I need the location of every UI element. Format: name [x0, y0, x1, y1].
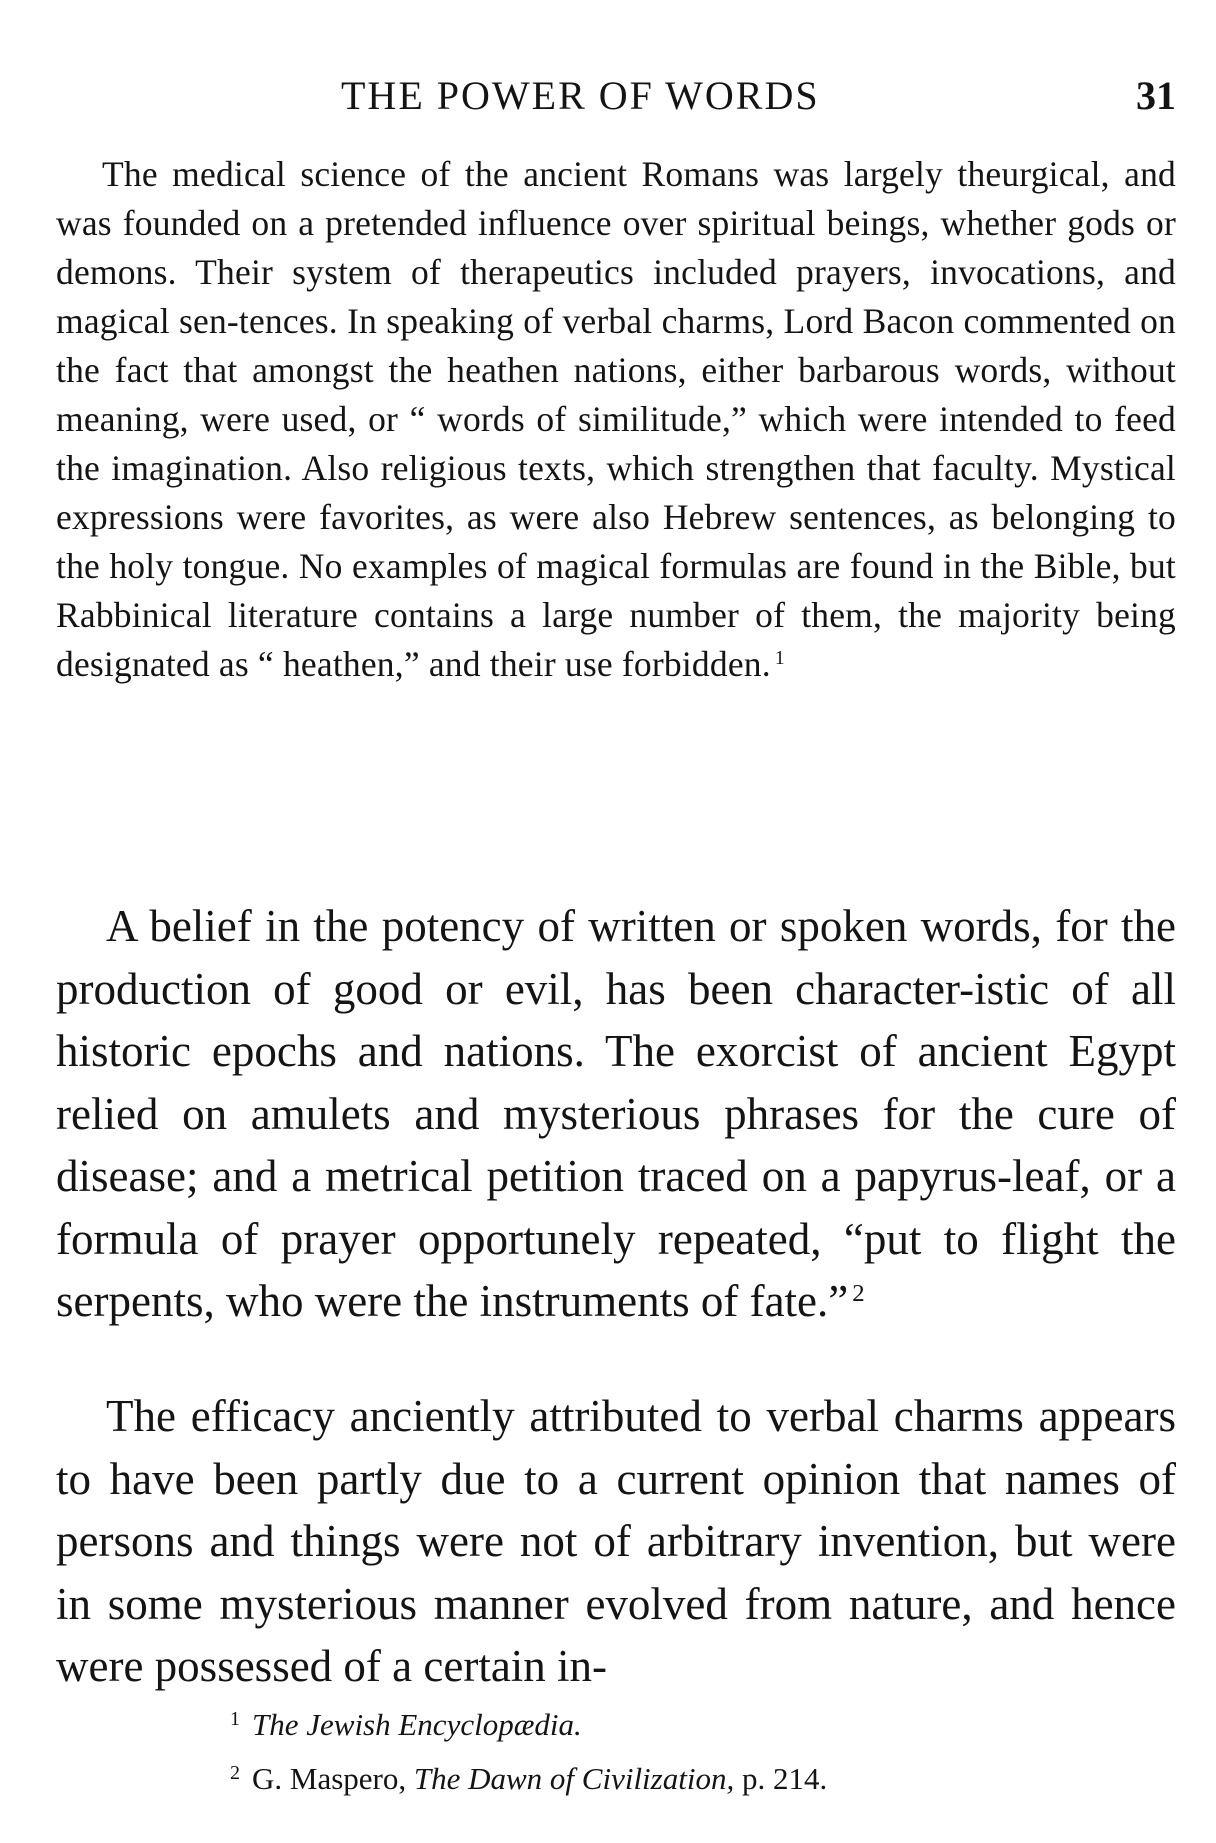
footnote-title: The Jewish Encyclopædia. — [252, 1707, 582, 1742]
footnote-page-ref: p. 214. — [741, 1761, 828, 1796]
paragraph-verbal-charms — [56, 1385, 1176, 1698]
footnote-author: G. Maspero, — [252, 1761, 407, 1796]
running-head — [56, 64, 1176, 124]
footnote-ref: 2 — [852, 1280, 865, 1308]
footnote-2 — [230, 1749, 1130, 1803]
footnote-mark: 1 — [230, 1708, 240, 1730]
page-number: 31 — [1136, 73, 1176, 118]
footnote-mark: 2 — [230, 1762, 240, 1784]
paragraph-belief-in-words — [56, 895, 1176, 1333]
paragraph-text: A belief in the potency of written or spoken words, for the production of good or evil, has been character-istic of all historic epochs and nations. The exorcist of ancient Egypt relied on amulets and mysterious phrases for the cure of disease; and a metrical petition traced on a papyrus-leaf, or a formula of prayer opportunely repeated, “put to flight the serpents, who were the instruments of fate.” — [56, 901, 1176, 1326]
paragraph-roman-medicine — [56, 150, 1176, 689]
footnotes — [230, 1695, 1130, 1803]
paragraph-text: The medical science of the ancient Romans was largely theurgical, and was founded on a pretended influence over spiritual beings, whether gods or demons. Their system of therapeutics included prayers, invocations, and magical sen-tences. In speaking of verbal charms, Lord Bacon commented on the fact that amongst the heathen nations, either barbarous words, without meaning, were used, or “ words of similitude,” which were intended to feed the imagination. Also religious texts, which strengthen that faculty. Mystical expressions were favorites, as were also Hebrew sentences, as belonging to the holy tongue. No examples of magical formulas are found in the Bible, but Rabbinical literature contains a large number of them, the majority being designated as “ heathen,” and their use forbidden. — [56, 154, 1176, 684]
footnote-title: The Dawn of Civilization, — [413, 1761, 735, 1796]
running-title: THE POWER OF WORDS — [341, 73, 820, 118]
footnote-1 — [230, 1695, 1130, 1749]
footnote-ref: 1 — [774, 648, 785, 670]
paragraph-text: The efficacy anciently attributed to verbal charms appears to have been partly due to a current opinion that names of persons and things were not of arbitrary invention, but were in some mysterious manner evolved from nature, and hence were possessed of a certain in- — [56, 1391, 1176, 1691]
